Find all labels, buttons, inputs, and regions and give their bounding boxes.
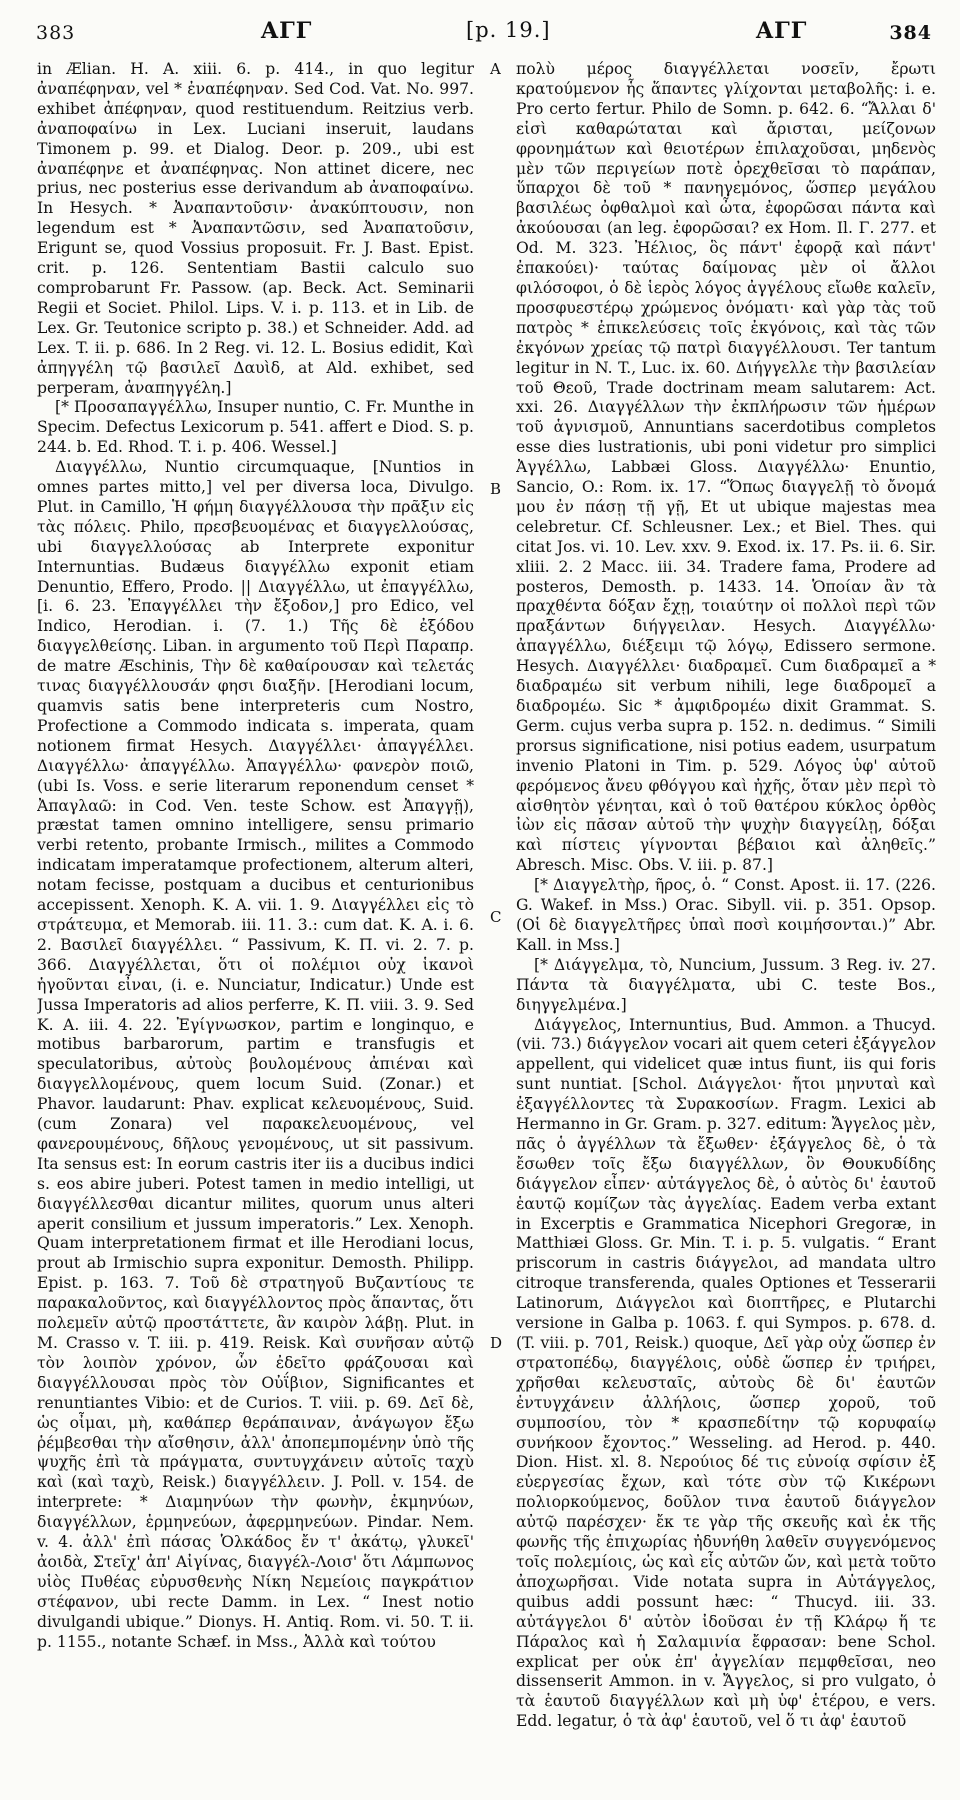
- left-paragraph-3: Διαγγέλλω, Nuntio circumquaque, [Nuntios in omnes partes mitto,] vel per diversa loca, Divulgo. Plut. in Camillo, Ἡ φήμη διαγγέλλουσα τὴν πρᾶξιν εἰς τὰς πόλεις. Philo, πρεσβευομένας et διαγγελλούσας, ubi διαγγελλούσας ab Interprete exponitur Internuntias. Budæus διαγγέλλω exponit etiam Denuntio, Effero, Prodo. || Διαγγέλλω, ut ἐπαγγέλλω, [i. 6. 23. Ἐπαγγέλλει τὴν ἔξοδον,] pro Edico, vel Indico, Herodian. i. (7. 1.) Τῆς δὲ ἐξόδου διαγγελθείσης. Liban. in argumento τοῦ Περὶ Παραπρ. de matre Æschinis, Τὴν δὲ καθαίρουσαν καὶ τελετάς τινας διαγγέλλουσάν φησι διαξῆν. [Herodiani locum, quamvis satis bene interpreteris cum Nostro, Profectione a Commodo indicata s. imperata, quam notionem firmat Hesych. Διαγγέλλει· ἀπαγγέλλει. Διαγγέλλω· ἀπαγγέλλω. Ἀπαγγέλλω· φανερὸν ποιῶ, (ubi Is. Voss. e serie literarum reponendum censet * Ἀπαγλαῶ: in Cod. Ven. teste Schow. est Ἀπαγγῇ), præstat tamen omnino intelligere, sensu primario verbi retento, probante Irmisch., milites a Commodo indicatam imperatamque profectionem, alterum alteri, notam fecisse, postquam a ducibus et centurionibus accepissent. Xenoph. K. A. vii. 1. 9. Διαγγέλλει εἰς τὸ στράτευμα, et Memorab. iii. 11. 3.: cum dat. K. A. i. 6. 2. Βασιλεῖ διαγγέλλει. “ Passivum, K. Π. vi. 2. 7. p. 366. Διαγγέλλεται, ὅτι οἱ πολέμιοι οὐχ ἱκανοὶ ἡγοῦνται εἶναι, (i. e. Nunciatur, Indicatur.) Unde est Jussa Imperatoris ad alios perferre, K. Π. viii. 3. 9. Sed K. A. iii. 4. 22. Ἐγίγνωσκον, partim e longinquo, e motibus barbarorum, partim e transfugis et speculatoribus, αὐτοὺς βουλομένους ἀπιέναι καὶ διαγγελλομένους, quem locum Suid. (Zonar.) et Phavor. laudarunt: Phav. explicat κελευομένους, Suid. (cum Zonara) vel παρακελευομένους, vel φανερουμένους, δῆλους γενομένους, ut sit passivum. Ita sensus est: In eorum castris iter iis a ducibus indici s. eos abire juberi. Potest tamen in medio intelligi, ut διαγγέλλεσθαι dicantur milites, quorum unus alteri aperit consilium et jussum imperatoris.” Lex. Xenoph. Quam interpretationem firmat et ille Herodiani locus, prout ab Irmischio supra exponitur. Demosth. Philipp. Epist. p. 163. 7. Τοῦ δὲ στρατηγοῦ Βυζαντίους τε παρακαλοῦντος, καὶ διαγγέλλοντος πρὸς ἅπαντας, ὅτι πολεμεῖν αὐτῷ προστάττετε, ἂν καιρὸν λάβῃ. Plut. in M. Crasso v. T. iii. p. 419. Reisk. Καὶ συνῆσαν αὐτῷ τὸν λοιπὸν χρόνον, ὧν ἐδεῖτο φράζουσαι καὶ διαγγέλλουσαι πρὸς τὸν Οὐΐβιον, Significantes et renuntiantes Vibio: et de Curios. T. viii. p. 69. Δεῖ δὲ, ὡς οἶμαι, μὴ, καθάπερ θεράπαιναν, ἀνάγωγον ἔξω ῥέμβεσθαι τὴν αἴσθησιν, ἀλλ' ἀποπεμπομένην ὑπὸ τῆς ψυχῆς ἐπὶ τὰ πράγματα, συντυγχάνειν αὐτοῖς ταχὺ καὶ (καὶ ταχὺ, Reisk.) διαγγέλλειν. J. Poll. v. 154. de interprete: * Διαμηνύων τὴν φωνὴν, ἐκμηνύων, διαγγέλλων, ἑρμηνεύων, ἀφερμηνεύων. Pindar. Nem. v. 4. ἀλλ' ἐπὶ πάσας Ὁλκάδος ἔν τ' ἀκάτῳ, γλυκεῖ' ἀοιδὰ, Στεῖχ' ἀπ' Αἰγίνας, διαγγέλ-Λοισ' ὅτι Λάμπωνος υἱὸς Πυθέας εὐρυσθενὴς Νίκη Νεμείοις παγκράτιον στέφανον, ubi recte Damm. in Lex. “ Inest notio divulgandi ubique.” Dionys. H. Antiq. Rom. vi. 50. T. ii. p. 1155., notante Schæf. in Mss., Ἀλλὰ καὶ τούτου: [37, 458, 474, 1651]
- section-marker-d: D: [490, 1334, 503, 1352]
- left-column: [37, 60, 474, 1790]
- right-paragraph-4: Διάγγελος, Internuntius, Bud. Ammon. a Thucyd. (vii. 73.) διάγγελον vocari ait quem ceteri ἐξάγγελον appellent, qui videlicet quæ intus fiunt, iis qui foris sunt nuntiat. [Schol. Διάγγελοι· ἤτοι μηνυταὶ καὶ ἐξαγγέλλοντες τὰ Συρακοσίων. Fragm. Lexici ab Hermanno in Gr. Gram. p. 327. editum: Ἄγγελος μὲν, πᾶς ὁ ἀγγέλλων τὰ ἔξωθεν· ἐξάγγελος δὲ, ὁ τὰ ἔσωθεν τοῖς ἔξω διαγγέλλων, ὃν Θουκυδίδης διάγγελον εἶπεν· αὐτάγγελος δὲ, ὁ αὐτὸς δι' ἑαυτοῦ ἑαυτῷ κομίζων τὰς ἀγγελίας. Eadem verba extant in Excerptis e Grammatica Nicephori Gregoræ, in Matthiæi Gloss. Gr. Min. T. i. p. 5. vulgatis. “ Erant priscorum in castris διάγγελοι, ad mandata ultro citroque transferenda, quales Optiones et Tesserarii Latinorum, Διάγγελοι καὶ διοπτῆρες, e Plutarchi versione in Galba p. 1063. f. qui Sympos. p. 678. d. (T. viii. p. 701, Reisk.) quoque, Δεῖ γὰρ οὐχ ὥσπερ ἐν στρατοπέδῳ, διαγγέλοις, οὐδὲ ὥσπερ ἐν τριήρει, χρῆσθαι κελευσταῖς, αὐτοὺς δὲ δι' ἑαυτῶν ἐντυγχάνειν ἀλλήλοις, ὥσπερ χοροῦ, τοῦ συμποσίου, τὸν * κρασπεδίτην τῷ κορυφαίῳ συνήκοον ἔχοντος.” Wesseling. ad Herod. p. 440. Dion. Hist. xl. 8. Νερούιος δέ τις εὐνοίᾳ σφίσιν ἐξ εὐεργεσίας ἔχων, καὶ τότε σὺν τῷ Κικέρωνι πολιορκούμενος, δοῦλον τινα ἑαυτοῦ διάγγελον αὐτῷ παρέσχεν· ἔκ τε γὰρ τῆς σκευῆς καὶ ἐκ τῆς φωνῆς τῆς ἐπιχωρίας ἠδυνήθη λαθεῖν συγγενόμενος τοῖς πολεμίοις, ὡς καὶ εἷς αὐτῶν ὤν, καὶ μετὰ τοῦτο ἀποχωρῆσαι. Vide notata supra in Αὐτάγγελος, quibus addi possunt hæc: “ Thucyd. iii. 33. αὐτάγγελοι δ' αὐτὸν ἰδοῦσαι ἐν τῇ Κλάρῳ ἥ τε Πάραλος καὶ ἡ Σαλαμινία ἔφρασαν: bene Schol. explicat per οὐκ ἐπ' ἀγγελίαν πεμφθεῖσαι, neo dissenserit Ammon. in v. Ἄγγελος, si pro vulgato, ὁ τὰ ἑαυτοῦ διαγγέλλων καὶ μὴ ὑφ' ἑτέρου, e vers. Edd. legatur, ὁ τὰ ἀφ' ἑαυτοῦ, vel ὅ τι ἀφ' ἑαυτοῦ: [516, 1015, 936, 1731]
- section-marker-c: C: [490, 908, 502, 926]
- right-paragraph-1: πολὺ μέρος διαγγέλλεται νοσεῖν, ἔρωτι κρατούμενον ἧς ἅπαντες γλίχονται μεταβολῆς: i. e. Pro certo fertur. Philo de Somn. p. 642. 6. “Ἄλλαι δ' εἰσὶ καθαρώταται καὶ ἄρισται, μείζονων φρονημάτων καὶ θειοτέρων ἐπιλαχοῦσαι, μηδενὸς μὲν τῶν περιγείων ποτὲ ὀρεχθεῖσαι τὸ παράπαν, ὕπαρχοι δὲ τοῦ * πανηγεμόνος, ὥσπερ μεγάλου βασιλέως ὀφθαλμοὶ καὶ ὦτα, ἐφορῶσαι πάντα καὶ ἀκούουσαι (an leg. ἐφορῶσαι? ex Hom. Il. Γ. 277. et Od. M. 323. Ἠέλιος, ὃς πάντ' ἐφορᾷ καὶ πάντ' ἐπακούει)· ταύτας δαίμονας μὲν οἱ ἄλλοι φιλόσοφοι, ὁ δὲ ἱερὸς λόγος ἀγγέλους εἴωθε καλεῖν, προσφυεστέρῳ χρώμενος ὀνόματι· καὶ γὰρ τὰς τοῦ πατρὸς * ἐπικελεύσεις τοῖς ἐκγόνοις, καὶ τὰς τῶν ἐκγόνων χρείας τῷ πατρὶ διαγγέλλουσι. Ter tantum legitur in N. T., Luc. ix. 60. Διήγγελλε τὴν βασιλείαν τοῦ Θεοῦ, Trade doctrinam meam salutarem: Act. xxi. 26. Διαγγέλλων τὴν ἐκπλήρωσιν τῶν ἡμέρων τοῦ ἁγνισμοῦ, Annuntians sacerdotibus completos esse dies lustrationis, ubi poni videtur pro simplici Ἀγγέλλω, Labbæi Gloss. Διαγγέλλω· Enuntio, Sancio, O.: Rom. ix. 17. “Ὅπως διαγγελῇ τὸ ὄνομά μου ἐν πάσῃ τῇ γῇ, Et ut ubique majestas mea celebretur. Cf. Schleusner. Lex.; et Biel. Thes. qui citat Jos. vi. 10. Lev. xxv. 9. Exod. ix. 17. Ps. ii. 6. Sir. xliii. 2. 2 Macc. iii. 34. Tradere fama, Prodere ad posteros, Demosth. p. 1433. 14. Ὁποίαν ἂν τὰ πραχθέντα δόξαν ἔχῃ, τοιαύτην οἱ πολλοὶ περὶ τῶν πραξάντων διήγγειλαν. Hesych. Διαγγέλλω· ἀπαγγέλλω, διέξειμι τῷ λόγῳ, Edissero sermone. Hesych. Διαγγέλλει· διαδραμεῖ. Cum διαδραμεῖ a * διαδραμέω sit verbum nihili, lege διαδρομεῖ a διαδρομέω. Sic * ἀμφιδρομέω dixit Grammat. S. Germ. cujus verba supra p. 152. n. dedimus. “ Simili prorsus significatione, nisi potius eadem, usurpatum invenio Platoni in Tim. p. 529. Λόγος ὑφ' αὐτοῦ φερόμενος ἄνευ φθόγγου καὶ ἠχῆς, ὅταν μὲν περὶ τὸ αἰσθητὸν γένηται, καὶ ὁ τοῦ θατέρου κύκλος ὀρθὸς ἰὼν εἰς πᾶσαν αὐτοῦ τὴν ψυχὴν διαγγείλῃ, δόξαι καὶ πίστεις γίγνονται βέβαιοι καὶ ἀληθεῖς.” Abresch. Misc. Obs. V. iii. p. 87.]: [516, 60, 936, 875]
- page-header: [36, 18, 932, 54]
- page-number-right: 384: [889, 22, 932, 44]
- running-head-left: ΑΓΓ: [261, 18, 313, 44]
- left-paragraph-1: in Ælian. H. A. xiii. 6. p. 414., in quo legitur ἀναπέφηναν, vel * ἐναπέφηναν. Sed Cod. Vat. No. 997. exhibet ἀπέφηναν, quod restituendum. Reitzius verb. ἀναποφαίνω in Lex. Luciani inseruit, laudans Timonem p. 99. et Dialog. Deor. p. 209., ubi est ἀναπέφηνε et ἀναπέφηνας. Non attinet dicere, nec prius, nec posterius esse derivandum ab ἀναποφαίνω. In Hesych. * Ἀναπαντοῦσιν· ἀνακύπτουσιν, non legendum est * Ἀναπαντῶσιν, sed Ἀναπατοῦσιν, Erigunt se, quod Vossius proposuit. Fr. J. Bast. Epist. crit. p. 126. Sententiam Bastii calculo suo comprobarunt Fr. Passow. (ap. Beck. Act. Seminarii Regii et Societ. Philol. Lips. V. i. p. 113. et in Lib. de Lex. Gr. Teutonice scripto p. 38.) et Schneider. Add. ad Lex. T. ii. p. 686. In 2 Reg. vi. 12. L. Bosius edidit, Καὶ ἀπηγγέλη τῷ βασιλεῖ Δαυὶδ, at Ald. exhibet, sed perperam, ἀναπηγγέλη.]: [37, 60, 474, 397]
- right-column: [516, 60, 936, 1790]
- section-marker-a: A: [490, 60, 501, 78]
- right-paragraph-2: [* Διαγγελτὴρ, ῆρος, ὁ. “ Const. Apost. ii. 17. (226. G. Wakef. in Mss.) Orac. Sibyll. vii. p. 351. Opsop. (Οἱ δὲ διαγγελτῆρες ὑπαὶ ποσὶ κοιμήσονται.)” Abr. Kall. in Mss.]: [516, 876, 936, 954]
- column-gutter: [482, 60, 510, 1790]
- running-head-right: ΑΓΓ: [756, 18, 808, 44]
- bracket-page-ref: [p. 19.]: [466, 18, 551, 42]
- left-paragraph-2: [* Προσαπαγγέλλω, Insuper nuntio, C. Fr. Munthe in Specim. Defectus Lexicorum p. 541. affert e Diod. S. p. 244. b. Ed. Rhod. T. i. p. 406. Wessel.]: [37, 398, 474, 457]
- page-number-left: 383: [36, 22, 76, 44]
- section-marker-b: B: [490, 480, 502, 498]
- right-paragraph-3: [* Διάγγελμα, τὸ, Nuncium, Jussum. 3 Reg. iv. 27. Πάντα τὰ διαγγέλματα, ubi C. teste Bos., διηγγελμένα.]: [516, 955, 936, 1014]
